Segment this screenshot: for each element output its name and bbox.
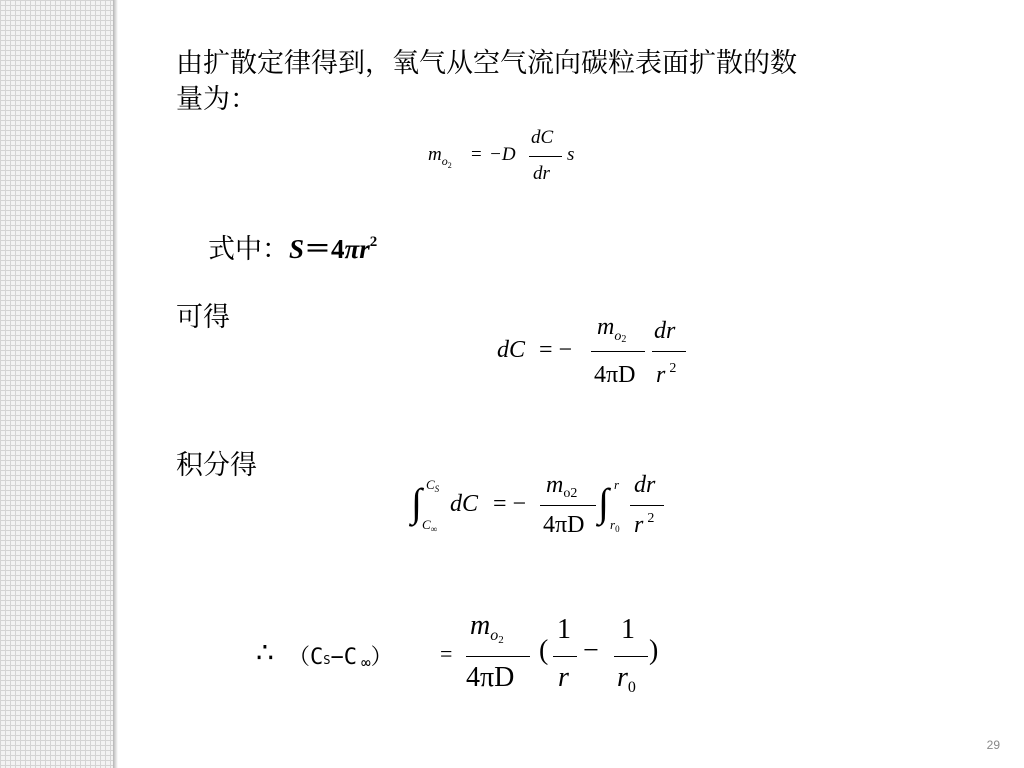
eq3-m: m (546, 472, 564, 498)
eq3-denominator: 4πD (543, 512, 585, 538)
eq4-equals: = (440, 641, 453, 666)
eq2-fraction-bar-2 (652, 351, 686, 352)
label-keyi: 可得 (176, 302, 230, 333)
eq3-lower: C (422, 517, 431, 532)
eq4-lhs-open: （C (288, 645, 324, 670)
eq4-denominator: 4πD (466, 662, 515, 693)
eq3-lower-2-sub: 0 (615, 524, 620, 534)
eq1-s: s (567, 144, 575, 165)
eq3-fraction-bar-2 (630, 505, 664, 506)
page-number: 29 (986, 738, 1000, 752)
eq1-sub: o (441, 154, 448, 168)
eq1-numerator: dC (531, 127, 554, 148)
eq4-paren-open: ( (539, 635, 549, 666)
eq3-r: r (634, 512, 644, 538)
label-jifen: 积分得 (176, 450, 257, 481)
eq3-fraction-bar-1 (540, 505, 596, 506)
where-prefix: 式中： (208, 234, 289, 265)
eq2-r: r (656, 362, 666, 388)
eq3-exp: 2 (647, 511, 655, 526)
where-r: r (359, 234, 370, 264)
intro-line-2: 量为： (176, 84, 257, 115)
eq1-coef: −D (489, 144, 516, 165)
eq4-lhs-close: ） (370, 645, 393, 670)
eq4-r-2: r (617, 662, 628, 693)
eq3-integral-2: ∫ (598, 480, 609, 525)
eq4-one-2: 1 (621, 614, 635, 645)
where-pi: π (344, 234, 360, 264)
eq3-sub: o2 (563, 486, 578, 501)
eq1-fraction-bar (529, 156, 562, 157)
where-exponent: 2 (369, 234, 378, 250)
eq4-fraction-bar-2 (553, 656, 577, 657)
therefore-symbol: ∴ (256, 636, 274, 669)
eq3-integral-1: ∫ (411, 480, 422, 525)
eq3-upper-sub: S (434, 484, 440, 494)
where-equals: ＝ (304, 234, 332, 265)
eq1-denominator: dr (533, 163, 550, 184)
eq4-sub2: 2 (498, 634, 504, 646)
eq2-sub2: 2 (621, 334, 627, 345)
eq2-sub: o (614, 329, 622, 344)
eq2-exp: 2 (669, 361, 677, 376)
eq3-lower-2: r (610, 517, 616, 532)
eq2-m: m (597, 314, 615, 340)
eq1-m: m (428, 144, 442, 165)
intro-line-1: 由扩散定律得到，氧气从空气流向碳粒表面扩散的数 (176, 48, 797, 79)
eq3-dc: dC (450, 491, 479, 517)
eq2-denominator: 4πD (594, 362, 636, 388)
eq4-lhs-mid: −C (330, 645, 357, 670)
eq4-sub: o (490, 627, 499, 644)
eq2-equals: = − (539, 337, 573, 363)
eq3-numerator-2: dr (634, 472, 656, 498)
where-s: S (289, 234, 305, 264)
eq4-m: m (470, 610, 491, 641)
eq1-equals: = (471, 144, 482, 165)
eq3-lower-sub: ∞ (430, 524, 438, 534)
eq4-lhs-sub-s: S (323, 653, 331, 667)
eq3-upper: C (426, 477, 435, 492)
eq4-fraction-bar-1 (466, 656, 530, 657)
eq4-paren-close: ) (649, 635, 659, 666)
eq3-upper-2: r (614, 477, 620, 492)
eq2-fraction-bar-1 (591, 351, 645, 352)
eq4-r-1: r (558, 662, 569, 693)
eq2-lhs: dC (497, 337, 526, 363)
side-divider-shadow (113, 0, 118, 768)
eq4-lhs-sub-inf: ∞ (360, 653, 371, 672)
eq3-equals: = − (493, 491, 527, 517)
eq1-sub2: 2 (447, 161, 452, 170)
eq4-one-1: 1 (557, 614, 571, 645)
eq4-minus: − (583, 635, 599, 666)
decorative-side-pattern (0, 0, 113, 768)
where-four: 4 (331, 234, 345, 264)
eq2-numerator-2: dr (654, 318, 676, 344)
eq4-r-2-sub: 0 (627, 679, 636, 696)
eq4-fraction-bar-3 (614, 656, 648, 657)
where-line (208, 232, 377, 272)
